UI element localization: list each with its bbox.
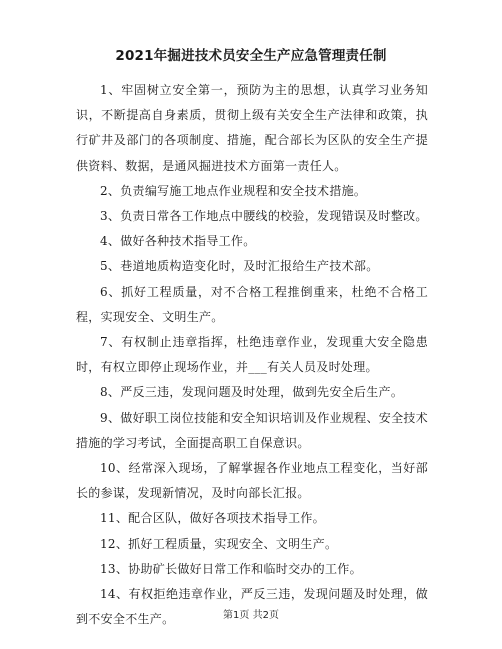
page-footer: 第1页 共2页 <box>223 610 279 621</box>
paragraph-12: 12、抓好工程质量，实现安全、文明生产。 <box>100 536 338 551</box>
paragraph-8: 8、严反三违，发现问题及时处理，做到先安全后生产。 <box>100 385 404 400</box>
paragraph-13: 13、协助矿长做好日常工作和临时交办的工作。 <box>100 561 362 576</box>
paragraph-1: 1、牢固树立安全第一，预防为主的思想，认真学习业务知识，不断提高自身素质，贯彻上级有关安全生产法律和政策，执行矿井及部门的各项制度、措施，配合部长为区队的安全生产提供资料、数据，是通风掘进技术方面第一责任人。 <box>76 83 428 173</box>
paragraph-3: 3、负责日常各工作地点中腰线的校验，发现错误及时整改。 <box>100 209 428 224</box>
paragraph-14: 14、有权拒绝违章作业，严反三违，发现问题及时处理，做到不安全不生产。 <box>76 587 428 627</box>
paragraph-11: 11、配合区队，做好各项技术指导工作。 <box>100 511 325 526</box>
document-title: 2021年掘进技术员安全生产应急管理责任制 <box>115 48 387 64</box>
document-body <box>76 78 428 632</box>
paragraph-9: 9、做好职工岗位技能和安全知识培训及作业规程、安全技术措施的学习考试，全面提高职工自保意识。 <box>76 410 428 450</box>
paragraph-7: 7、有权制止违章指挥，杜绝违章作业，发现重大安全隐患时，有权立即停止现场作业，并___有关人员及时处理。 <box>76 335 428 375</box>
paragraph-10: 10、经常深入现场，了解掌握各作业地点工程变化，当好部长的参谋，发现新情况，及时向部长汇报。 <box>76 461 428 501</box>
paragraph-4: 4、做好各种技术指导工作。 <box>100 234 256 249</box>
paragraph-2: 2、负责编写施工地点作业规程和安全技术措施。 <box>100 183 367 198</box>
paragraph-6: 6、抓好工程质量，对不合格工程推倒重来，杜绝不合格工程，实现安全、文明生产。 <box>76 284 428 324</box>
paragraph-5: 5、巷道地质构造变化时，及时汇报给生产技术部。 <box>100 259 379 274</box>
